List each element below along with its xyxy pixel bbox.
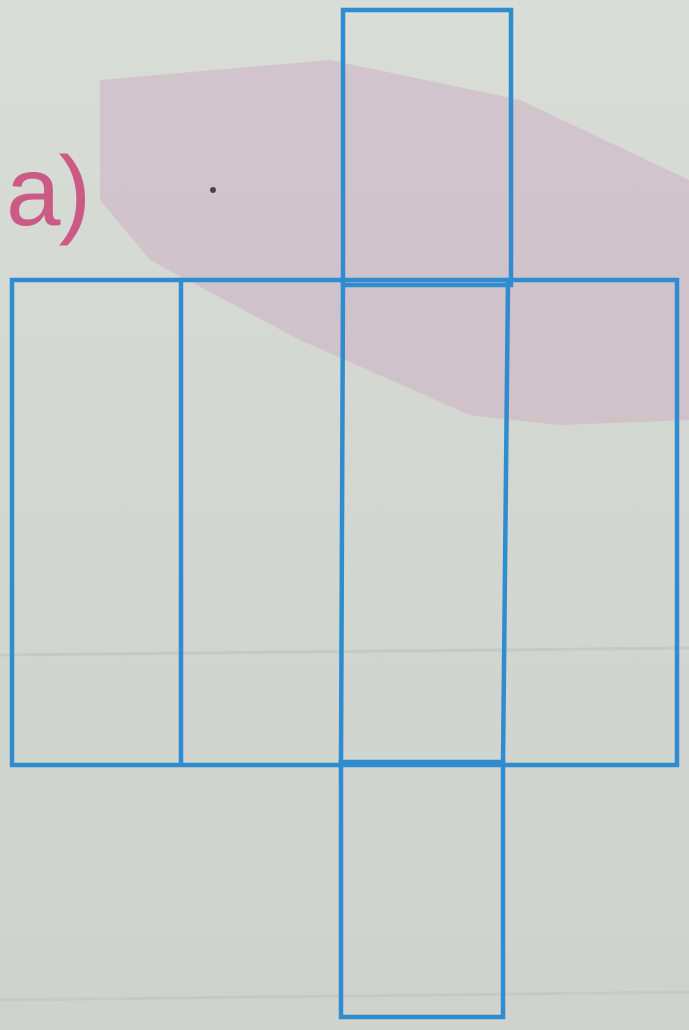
top-flap (343, 10, 511, 285)
fold-line-2 (341, 280, 343, 762)
part-label: a) (6, 136, 90, 246)
bottom-flap (341, 762, 503, 1017)
fold-line-3 (503, 280, 508, 762)
